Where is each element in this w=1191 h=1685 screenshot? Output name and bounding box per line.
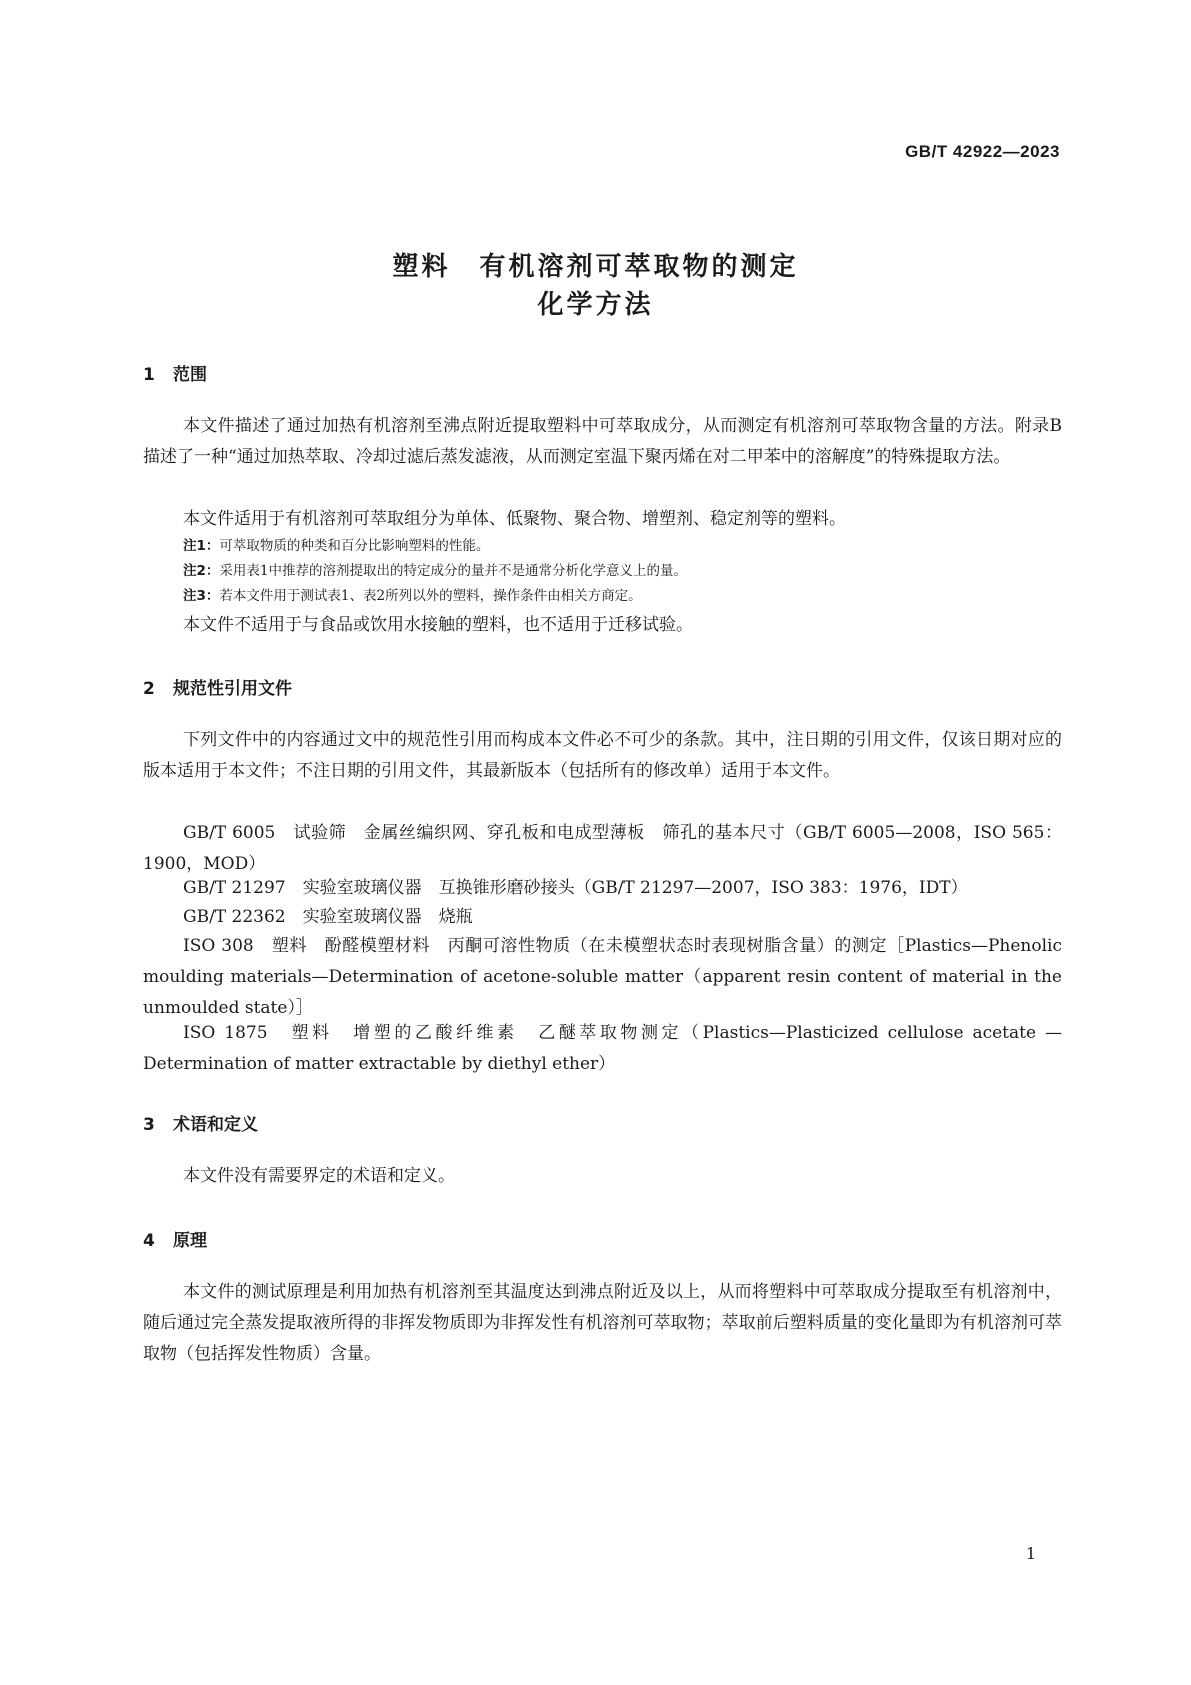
note-text: 可萃取物质的种类和百分比影响塑料的性能。: [219, 538, 490, 554]
section-number: 3: [143, 1115, 155, 1135]
note-label: 注2：: [183, 563, 220, 579]
section-title: 规范性引用文件: [173, 679, 292, 699]
reference-gbt-21297: GB/T 21297 实验室玻璃仪器 互换锥形磨砂接头（GB/T 21297—2007，ISO 383：1976，IDT）: [183, 878, 968, 898]
section-title: 原理: [173, 1231, 207, 1251]
document-title-line2: 化学方法: [537, 290, 654, 320]
section-number: 2: [143, 679, 155, 699]
section-3-heading: [143, 1110, 258, 1135]
section-title: 范围: [173, 365, 207, 385]
references-intro: 下列文件中的内容通过文中的规范性引用而构成本文件必不可少的条款。其中，注日期的引用文件，仅该日期对应的版本适用于本文件；不注日期的引用文件，其最新版本（包括所有的修改单）适用于本文件。: [143, 730, 1062, 781]
note-3: [183, 586, 1063, 606]
note-label: 注1：: [183, 538, 220, 554]
section-2-heading: [143, 674, 292, 699]
page-number: 1: [1025, 1544, 1036, 1563]
section-number: 4: [143, 1231, 155, 1251]
section-1-heading: [143, 360, 207, 385]
note-text: 若本文件用于测试表1、表2所列以外的塑料，操作条件由相关方商定。: [219, 588, 642, 604]
scope-paragraph-1: 本文件描述了通过加热有机溶剂至沸点附近提取塑料中可萃取成分，从而测定有机溶剂可萃取物含量的方法。附录B描述了一种“通过加热萃取、冷却过滤后蒸发滤液，从而测定室温下聚丙烯在对二甲苯中的溶解度”的特殊提取方法。: [143, 416, 1062, 467]
reference-iso-1875: ISO 1875 塑料 增塑的乙酸纤维素 乙醚萃取物测定（Plastics—Plasticized cellulose acetate — Determination of matter extractable by diethyl ether）: [143, 1023, 1062, 1074]
note-text: 采用表1中推荐的溶剂提取出的特定成分的量并不是通常分析化学意义上的量。: [219, 563, 687, 579]
standard-code: GB/T 42922—2023: [905, 142, 1060, 161]
reference-gbt-6005: GB/T 6005 试验筛 金属丝编织网、穿孔板和电成型薄板 筛孔的基本尺寸（GB/T 6005—2008，ISO 565：1900，MOD）: [143, 823, 1062, 874]
note-2: [183, 561, 1063, 581]
note-label: 注3：: [183, 588, 220, 604]
section-4-heading: [143, 1226, 207, 1251]
section-title: 术语和定义: [173, 1115, 258, 1135]
document-title-line1: 塑料 有机溶剂可萃取物的测定: [392, 252, 799, 282]
reference-gbt-22362: GB/T 22362 实验室玻璃仪器 烧瓶: [183, 907, 473, 927]
terms-paragraph: 本文件没有需要界定的术语和定义。: [183, 1166, 455, 1186]
principle-paragraph: 本文件的测试原理是利用加热有机溶剂至其温度达到沸点附近及以上，从而将塑料中可萃取成分提取至有机溶剂中，随后通过完全蒸发提取液所得的非挥发物质即为非挥发性有机溶剂可萃取物；萃取前后塑料质量的变化量即为有机溶剂可萃取物（包括挥发性物质）含量。: [143, 1282, 1062, 1364]
reference-iso-308: ISO 308 塑料 酚醛模塑材料 丙酮可溶性物质（在未模塑状态时表现树脂含量）的测定［Plastics—Phenolic moulding materials—Determination of acetone-soluble matter（apparent resin content of material in the unmoulded state）］: [143, 936, 1062, 1018]
scope-paragraph-3: 本文件不适用于与食品或饮用水接触的塑料，也不适用于迁移试验。: [183, 615, 693, 635]
section-number: 1: [143, 365, 155, 385]
note-1: [183, 536, 1063, 556]
scope-paragraph-2: 本文件适用于有机溶剂可萃取组分为单体、低聚物、聚合物、增塑剂、稳定剂等的塑料。: [183, 509, 846, 529]
